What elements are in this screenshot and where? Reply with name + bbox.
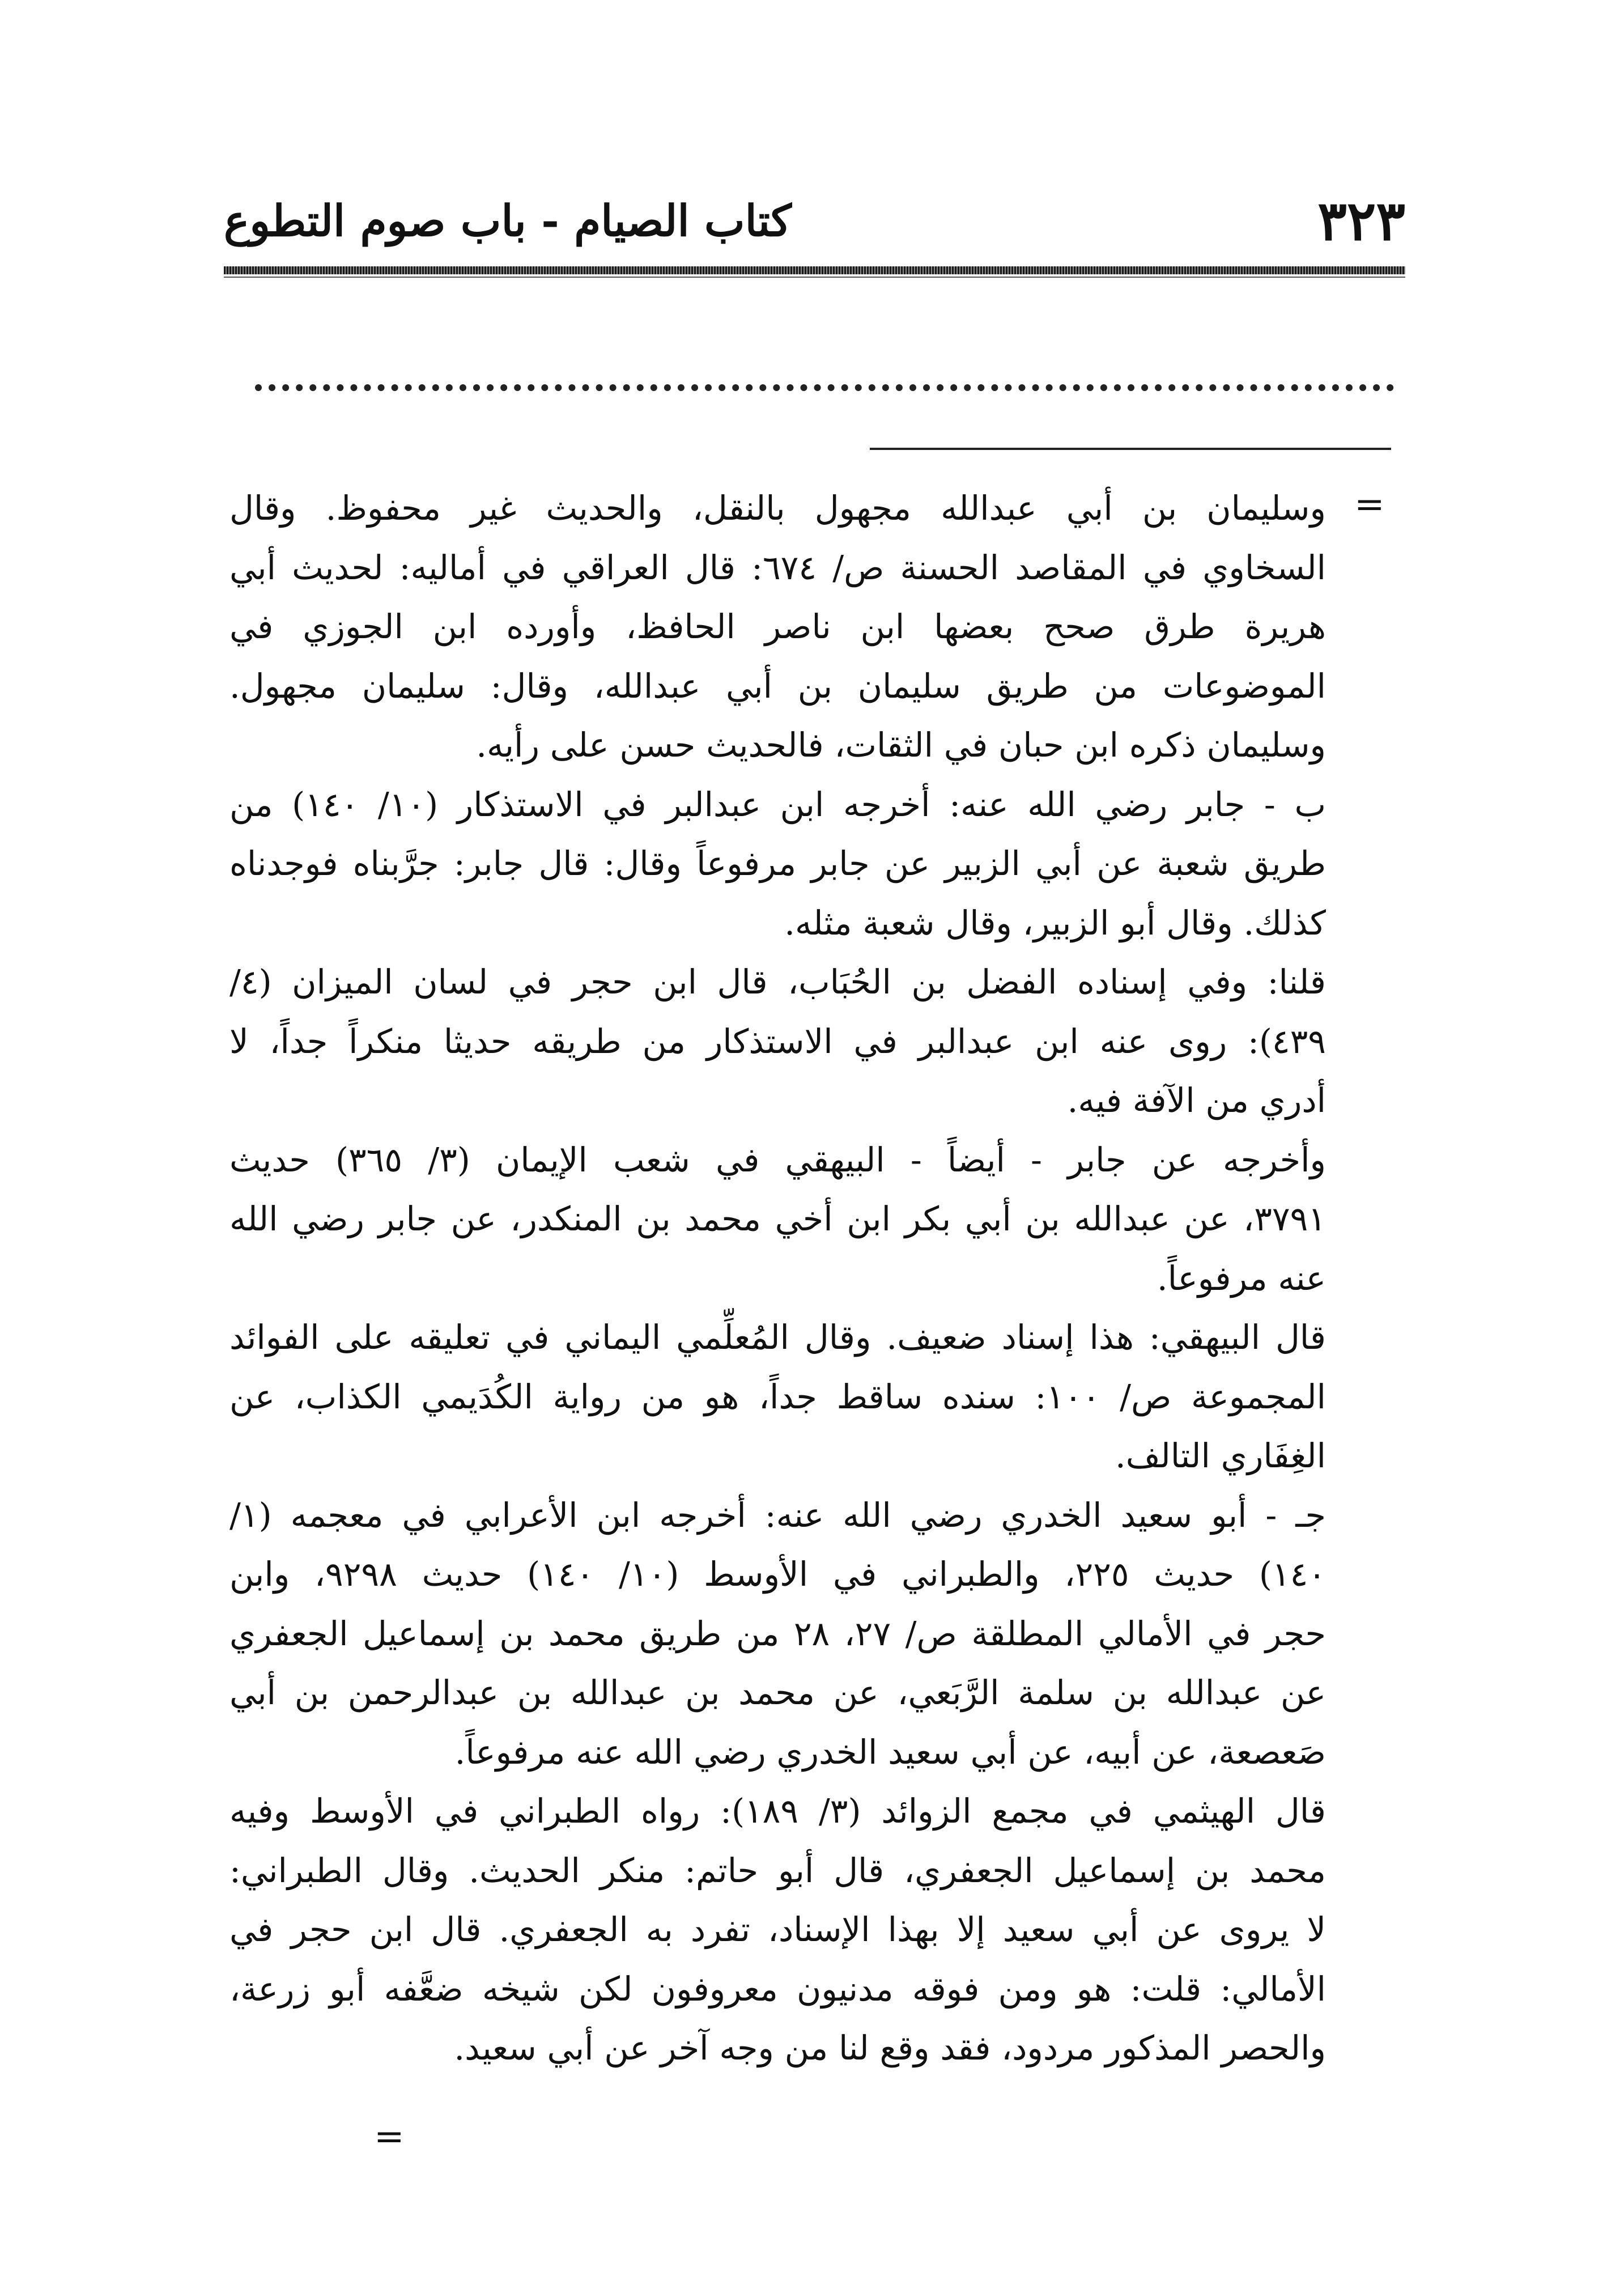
page-number: ٣٢٣ [1317, 189, 1405, 253]
footnote-line: وسليمان ذكره ابن حبان في الثقات، فالحديث حسن على رأيه. [476, 725, 1326, 765]
footnote-line: أدري من الآفة فيه. [1067, 1081, 1326, 1120]
footnote-line: ١٤٠) حديث ٢٢٥، والطبراني في الأوسط (١٠/ ١٤٠) حديث ٩٢٩٨، وابن [229, 1555, 1326, 1594]
footnote-line: عنه مرفوعاً. [1157, 1258, 1326, 1298]
footnote-line: طريق شعبة عن أبي الزبير عن جابر مرفوعاً وقال: قال جابر: جرَّبناه فوجدناه [229, 844, 1326, 883]
footnote-continuation-start: = [1354, 483, 1385, 525]
footnote-line: الموضوعات من طريق سليمان بن أبي عبدالله، وقال: سليمان مجهول. [229, 666, 1326, 706]
footnote-line: لا يروى عن أبي سعيد إلا بهذا الإسناد، تفرد به الجعفري. قال ابن حجر في [229, 1910, 1326, 1949]
footnote-line: صَعصعة، عن أبيه، عن أبي سعيد الخدري رضي الله عنه مرفوعاً. [454, 1732, 1326, 1772]
footnote-separator [870, 448, 1391, 450]
footnote-line: قلنا: وفي إسناده الفضل بن الحُبَاب، قال ابن حجر في لسان الميزان (٤/ [229, 962, 1326, 1001]
footnote-line: قال الهيثمي في مجمع الزوائد (٣/ ١٨٩): رواه الطبراني في الأوسط وفيه [229, 1791, 1326, 1831]
footnote-line: ب - جابر رضي الله عنه: أخرجه ابن عبدالبر في الاستذكار (١٠/ ١٤٠) من [229, 784, 1326, 824]
footnote-line: السخاوي في المقاصد الحسنة ص/ ٦٧٤: قال العراقي في أماليه: لحديث أبي [229, 547, 1326, 587]
footnote-line: ٣٧٩١، عن عبدالله بن أبي بكر ابن أخي محمد بن المنكدر، عن جابر رضي الله [229, 1199, 1326, 1238]
header-rule-underline [224, 277, 1405, 278]
footnote-line: هريرة طرق صحح بعضها ابن ناصر الحافظ، وأورده ابن الجوزي في [229, 607, 1326, 646]
footnote-line: وسليمان بن أبي عبدالله مجهول بالنقل، والحديث غير محفوظ. وقال [229, 489, 1326, 528]
page-header [224, 187, 1405, 255]
footnote-line: المجموعة ص/ ١٠٠: سنده ساقط جداً، هو من رواية الكُدَيمي الكذاب، عن [229, 1377, 1326, 1416]
footnote-line: ٤٣٩): روى عنه ابن عبدالبر في الاستذكار من طريقه حديثا منكراً جداً، لا [229, 1021, 1326, 1061]
footnote-text [229, 479, 1326, 2078]
footnote-continuation-end: = [374, 2116, 405, 2158]
omitted-text-dots [255, 357, 1394, 391]
footnote-line: قال البيهقي: هذا إسناد ضعيف. وقال المُعلِّمي اليماني في تعليقه على الفوائد [229, 1318, 1326, 1357]
footnote-line: محمد بن إسماعيل الجعفري، قال أبو حاتم: منكر الحديث. وقال الطبراني: [229, 1850, 1326, 1890]
footnote-line: والحصر المذكور مردود، فقد وقع لنا من وجه آخر عن أبي سعيد. [454, 2028, 1326, 2067]
footnote-line: كذلك. وقال أبو الزبير، وقال شعبة مثله. [784, 903, 1326, 942]
footnote-line: الأمالي: قلت: هو ومن فوقه مدنيون معروفون لكن شيخه ضعَّفه أبو زرعة، [229, 1969, 1326, 2009]
footnote-line: جـ - أبو سعيد الخدري رضي الله عنه: أخرجه ابن الأعرابي في معجمه (١/ [229, 1495, 1326, 1535]
footnote-line: عن عبدالله بن سلمة الرَّبَعي، عن محمد بن عبدالله بن عبدالرحمن بن أبي [229, 1673, 1326, 1712]
footnote-line: وأخرجه عن جابر - أيضاً - البيهقي في شعب الإيمان (٣/ ٣٦٥) حديث [229, 1140, 1326, 1179]
running-title: كتاب الصيام - باب صوم التطوع [224, 196, 792, 246]
header-rule [224, 266, 1405, 274]
footnote-line: حجر في الأمالي المطلقة ص/ ٢٧، ٢٨ من طريق محمد بن إسماعيل الجعفري [229, 1613, 1326, 1653]
footnote-line: الغِفَاري التالف. [1115, 1436, 1326, 1475]
